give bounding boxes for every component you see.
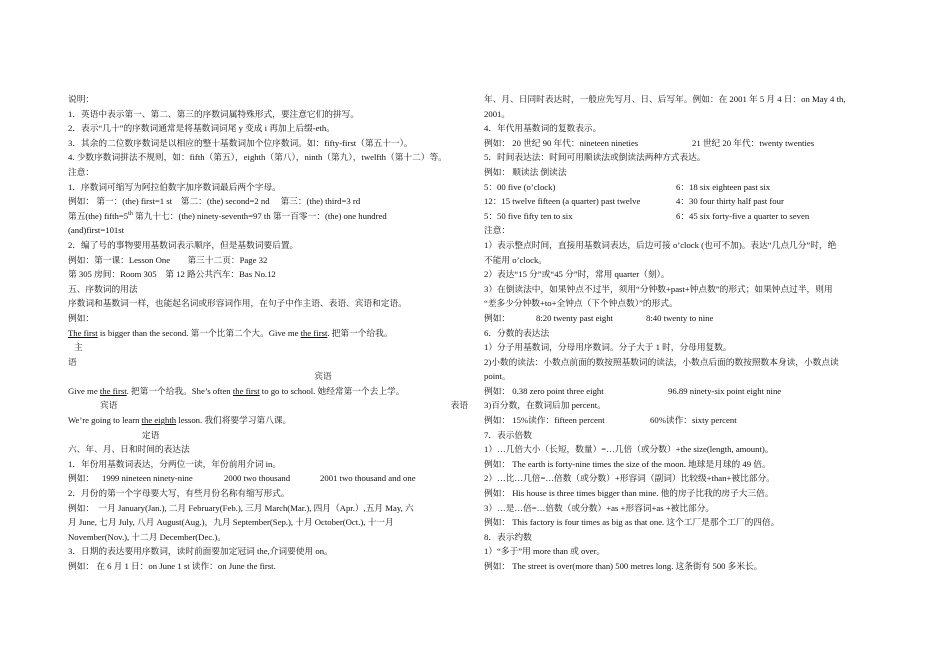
time-8-40: 8:40 twenty to nine: [646, 312, 714, 323]
section-6-item-2-example-1: 例如： 一月 January(Jan.), 二月 February(Feb.), 三月 March(Mar.), 四月（Apr.）,五月 May, 六: [68, 502, 414, 513]
year-2001: 2001 two thousand and one: [320, 473, 416, 484]
date-order-note-2: 2001。: [484, 108, 511, 119]
underlined-phrase: the eighth: [141, 415, 177, 426]
attention-2-example-1: 例如：第一课：Lesson One 第三十二页：Page 32: [68, 254, 268, 265]
underlined-phrase: The first: [68, 327, 98, 338]
example-text: is bigger than the second. 第一个比第二个大。Give me: [97, 327, 301, 338]
section-5-title: 五、序数词的用法: [68, 283, 138, 294]
decimal-rule-a: 2)小数的读法：小数点前面的数按照基数词的读法，小数点后面的数按照数本身读，小数点读: [484, 356, 839, 367]
attention-1-example-2: [68, 209, 468, 224]
time-6-18: 6：18 six eighteen past six: [676, 181, 771, 192]
example-text: lesson. 我们将要学习第八课。: [176, 415, 292, 426]
example-label: 例如：: [484, 312, 511, 323]
section-6-item-1: 1．年份用基数词表达，分两位一读，年份前用介词 in。: [68, 458, 282, 469]
decimal-96-89: 96.89 ninety-six point eight nine: [668, 385, 782, 396]
time-12-15: 12：15 twelve fifteen (a quarter) past twelve: [484, 196, 641, 207]
time-6-45: 6：45 six forty-five a quarter to seven: [676, 210, 810, 221]
attention-1-example-1: 例如： 第一：(the) first=1 st 第二：(the) second=2 nd 第三：(the) third=3 rd: [68, 196, 361, 207]
example-text: to go to school. 她经常第一个去上学。: [259, 385, 405, 396]
time-note-1b: 不能用 o’clock。: [484, 254, 547, 265]
attention-1: 1．序数词可缩写为阿拉伯数字加序数词最后两个字母。: [68, 181, 281, 192]
time-row-2: [484, 194, 886, 209]
note-3: 3．其余的二位数序数词是以相应的整十基数词加个位序数词。如：fifty-first（第五十一）。: [68, 137, 413, 148]
time-note-2: 2）表达“15 分”或“45 分”时，常用 quarter（刻）。: [484, 269, 670, 280]
item-4-title: 4．年代用基数词的复数表示。: [484, 123, 602, 134]
underlined-phrase: the first: [300, 327, 328, 338]
section-6-item-3: 3．日期的表达要用序数词，读时前面要加定冠词 the,介词要使用 on。: [68, 546, 333, 557]
label-biaoyu: 表语: [450, 400, 468, 411]
time-5-50: 5：50 five fifty ten to six: [484, 210, 573, 221]
attention-1-example-3: (and)first=101st: [68, 225, 125, 236]
note-4: 4. 少数序数词拼法不规则，如：fifth（第五），eighth（第八），ninth（第九），twelfth（第十二）等。: [68, 152, 447, 163]
underlined-phrase: the first: [99, 385, 127, 396]
section-6-item-3-example: 例如： 在 6 月 1 日：on June 1 st 读作：on June the first.: [68, 561, 276, 571]
section-6-item-1-example: [68, 471, 468, 486]
attention-2-example-2: 第 305 房间：Room 305 第 12 路公共汽车：Bas No.12: [68, 269, 276, 280]
decimal-rule-b: point。: [484, 371, 511, 382]
approx-example-1: 例如： The street is over(more than) 500 metres long. 这条街有 500 多米长。: [484, 561, 763, 571]
attention-2: 2．编了号的事物要用基数词表示顺序，但是基数词要后置。: [68, 239, 299, 250]
item-6-title: 6．分数的表达法: [484, 327, 550, 338]
section-6-item-2-example-3: November(Nov.), 十二月 December(Dec.)。: [68, 531, 226, 542]
percent-rule: 3)百分数，在数词后加 percent。: [484, 400, 606, 411]
fraction-rule-1: 1）分子用基数词，分母用序数词。分子大于 1 时，分母用复数。: [484, 342, 732, 353]
item-5-example-header: 例如： 顺读法 倒读法: [484, 166, 567, 177]
year-2000: 2000 two thousand: [224, 473, 291, 484]
item-8-title: 8．表示约数: [484, 531, 532, 542]
percent-60: 60%读作：sixty percent: [650, 415, 737, 426]
time-note-3-example: [484, 311, 886, 326]
approx-rule-1: 1）“多于”用 more than 或 over。: [484, 546, 606, 557]
label-dingyu: 定语: [142, 429, 160, 440]
year-1999: 1999 nineteen ninety-nine: [102, 473, 193, 484]
section-5-desc: 序数词和基数词一样，也能起名词或形容词作用，在句子中作主语、表语、宾语和定语。: [68, 298, 407, 309]
section-5-example-1: [68, 326, 468, 341]
section-5-eg: 例如：: [68, 312, 95, 323]
label-binyu-2: 宾语: [100, 400, 118, 411]
label-row-binyu-biaoyu: [68, 398, 468, 413]
decade-example-1: 例如： 20 世纪 90 年代：nineteen nineties: [484, 137, 639, 148]
example-text: We’re going to learn: [68, 415, 142, 426]
time-note-1a: 1）表示整点时间，直接用基数词表达，后边可接 o’clock (也可不加)。表达“几点几分”时，绝: [484, 239, 837, 250]
label-binyu: 宾语: [314, 371, 332, 382]
time-row-3: [484, 209, 886, 224]
percent-15: 例如： 15%读作：fifteen percent: [484, 415, 605, 426]
example-label: 例如：: [68, 473, 95, 484]
note-2: 2．表示“几十”的序数词通常是将基数词词尾 y 变成 i 再加上后缀-eth。: [68, 123, 335, 134]
item-7-title: 7．表示倍数: [484, 429, 532, 440]
multiple-rule-3: 3）…是…倍=…倍数（或分数）+as +形容词+as +被比部分。: [484, 502, 715, 513]
attention-title-right: 注意：: [484, 225, 511, 236]
right-column: [484, 92, 886, 574]
date-order-note-1: 年、月、日同时表达时，一般应先写月、日、后写年。例如：在 2001 年 5 月 4 日：on May 4 th,: [484, 94, 846, 104]
underlined-phrase: the first: [232, 385, 260, 396]
note-1: 1．英语中表示第一、第二、第三的序数词属特殊形式，要注意它们的拼写。: [68, 108, 360, 119]
example-text: . 把第一个给我。: [327, 327, 393, 338]
percent-example: [484, 413, 886, 428]
time-note-3a: 3）在倒读法中，如果钟点不过半，须用“分钟数+past+钟点数”的形式；如果钟点过半，则用: [484, 283, 833, 294]
attention-title: 注意：: [68, 166, 95, 177]
time-8-20: 8:20 twenty past eight: [536, 312, 613, 323]
example-text: 第五(the) fifth=5: [68, 210, 129, 221]
multiple-example-2: 例如： His house is three times bigger than mine. 他的房子比我的房子大三倍。: [484, 488, 774, 499]
multiple-example-1: 例如： The earth is forty-nine times the size of the moon. 地球是月球的 49 倍。: [484, 458, 771, 469]
left-column: [68, 92, 468, 574]
time-note-3b: “差多少分钟数+to+全钟点（下个钟点数）”的形式。: [484, 298, 678, 309]
notes-title: 说明：: [68, 94, 95, 104]
label-zhu: 主: [74, 342, 83, 353]
time-5-00: 5：00 five (o’clock): [484, 181, 556, 192]
time-row-1: [484, 180, 886, 195]
section-5-example-2: [68, 384, 468, 399]
section-6-title: 六、年、月、日和时间的表达法: [68, 444, 190, 455]
item-5-title: 5．时间表达法：时间可用顺读法或倒读法两种方式表达。: [484, 152, 706, 163]
section-5-example-3: [68, 413, 468, 428]
time-4-30: 4：30 four thirty half past four: [676, 196, 784, 207]
example-text: Give me: [68, 385, 100, 396]
section-6-item-2-example-2: 月 June, 七月 July, 八月 August(Aug.)，九月 September(Sep.), 十月 October(Oct.), 十一月: [68, 517, 394, 528]
example-text: 第九十七：(the) ninety-seventh=97 th 第一百零一：(the) one hundred: [132, 210, 387, 221]
section-6-item-2: 2．月份的第一个字母要大写，有些月份名称有缩写形式。: [68, 488, 290, 499]
decade-example-2: 21 世纪 20 年代：twenty twenties: [692, 137, 815, 148]
multiple-rule-1: 1）…几倍大小（长短，数量）=…几倍（或分数）+the size(length, amount)。: [484, 444, 774, 455]
multiple-rule-2: 2）…比…几倍=…倍数（或分数）+形容词（副词）比较级+than+被比部分。: [484, 473, 775, 484]
multiple-example-3: 例如： This factory is four times as big as that one. 这个工厂是那个工厂的四倍。: [484, 517, 780, 528]
superscript: th: [128, 210, 133, 217]
example-text: . 把第一个给我。She’s often: [126, 385, 233, 396]
label-yu: 语: [68, 356, 77, 367]
item-4-example: [484, 136, 886, 151]
decimal-example: [484, 384, 886, 399]
decimal-0-38: 例如： 0.38 zero point three eight: [484, 385, 604, 396]
